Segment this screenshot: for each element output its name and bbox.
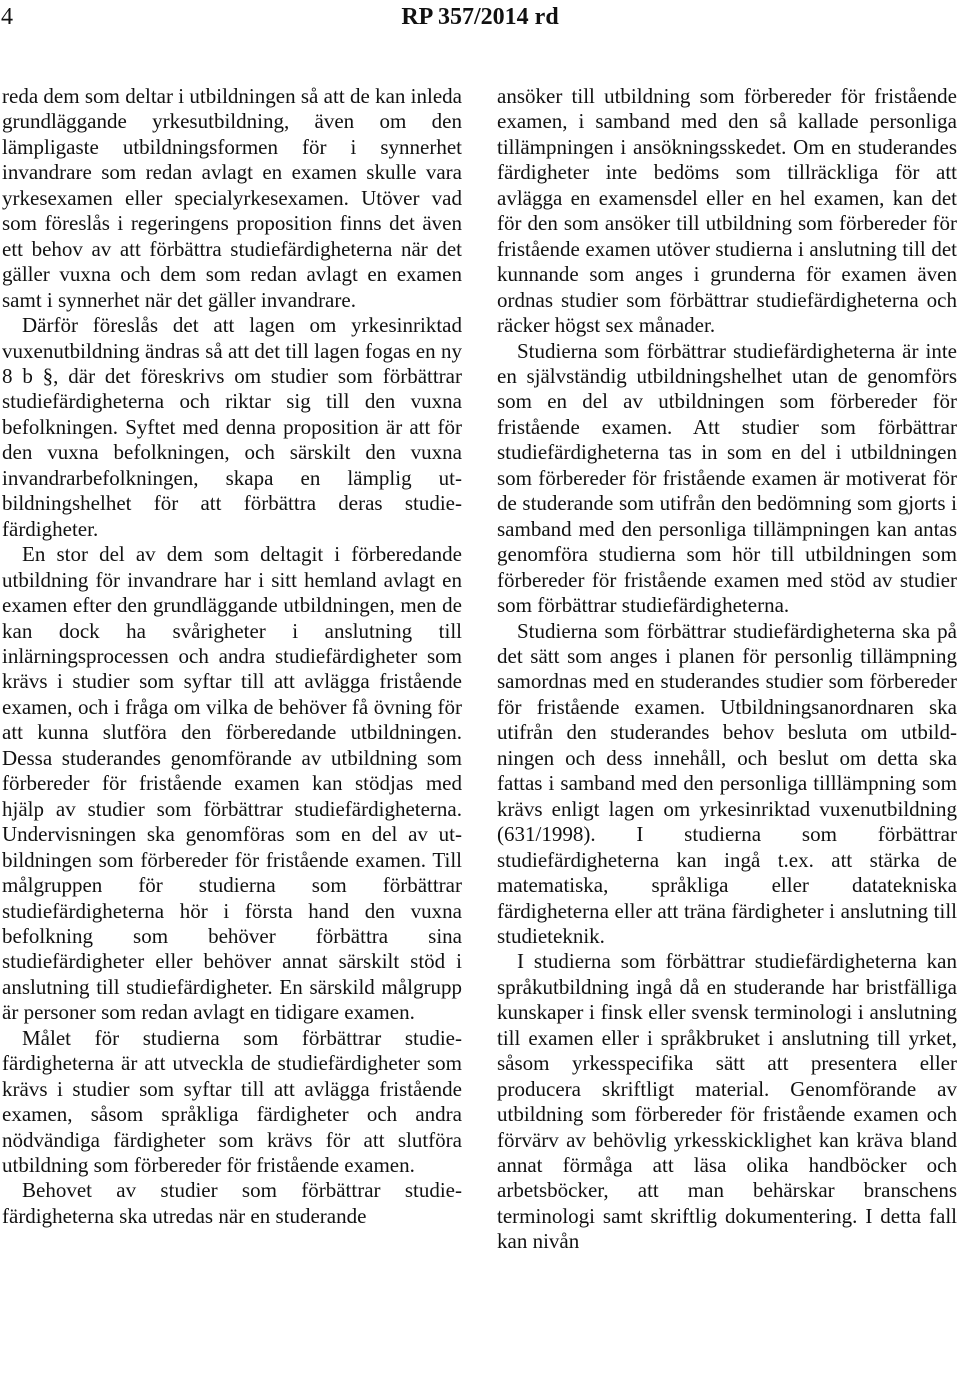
left-column (2, 84, 462, 1229)
paragraph: ansöker till utbildning som förbereder för fristående examen, i samband med den så kallade personliga tillämpningen i ansökningsskedet. Om en studerandes färdigheter inte bedöms som tillräckliga för att avlägga en examensdel eller en hel examen, kan det för den som ansöker till utbildning som förbereder för fristående examen utöver studierna i anslutning till det kunnande som anges i grunderna för examen även ordnas studier som förbättrar studiefärdigheterna och räcker högst sex månader. (497, 84, 957, 338)
right-column (497, 84, 957, 1255)
paragraph: reda dem som deltar i utbildningen så att de kan inleda grundläggande yrkesutbildning, även om den lämpligaste utbildningsformen för i synnerhet invandrare som redan avlagt en examen skulle vara yrkesexamen eller specialyrkesexamen. Utöver vad som föreslås i regeringens proposition finns det även ett behov av att förbättra studiefärdigheterna när det gäller vuxna och dem som redan avlagt en examen samt i synnerhet när det gäller invandrare. (2, 84, 462, 312)
paragraph: En stor del av dem som deltagit i förberedande utbildning för invandrare har i sitt hemland avlagt en examen efter den grundläggande utbildningen, men de kan dock ha svårigheter i anslutning till inlärningsprocessen och andra studiefärdigheter som krävs i studier som syftar till att avlägga fristående examen, och i fråga om vilka de behöver få övning för att kunna slutföra den förberedande utbildningen. Dessa studerandes genomförande av utbildning som förbereder för fristående examen kan stödjas med hjälp av studier som förbättrar studiefärdigheterna. Undervisningen ska genomföras som en del av utbildningen som förbereder för fristående examen. Till målgruppen för studierna som förbättrar studiefärdigheterna hör i första hand den vuxna befolkning som behöver förbättra sina studiefärdigheter eller behöver annat särskilt stöd i anslutning till studiefärdigheter. En särskild målgrupp är personer som redan avlagt en tidigare examen. (2, 542, 462, 1025)
paragraph: Studierna som förbättrar studiefärdigheterna ska på det sätt som anges i planen för personlig tillämpning samordnas med en studerandes studier som förbereder för fristående examen. Utbildningsanordnaren ska utifrån den studerandes behov besluta om utbildningen och dess innehåll, och beslut om detta ska fattas i samband med den personliga tilllämpning som krävs enligt lagen om yrkesinriktad vuxenutbildning (631/1998). I studierna som förbättrar studiefärdigheterna kan ingå t.ex. att stärka de matematiska, språkliga eller datatekniska färdigheterna eller att träna färdigheter i anslutning till studieteknik. (497, 618, 957, 948)
paragraph: I studierna som förbättrar studiefärdigheterna kan språkutbildning ingå då en studerande har bristfälliga kunskaper i finsk eller svensk terminologi i anslutning till examen eller i språkbruket i anslutning till yrket, såsom yrkesspecifika sätt att presentera eller producera skriftligt material. Genomförande av utbildning som förbereder för fristående examen och förvärv av behövlig yrkesskicklighet kan kräva bland annat förmåga att läsa olika handböcker och arbetsböcker, att man behärskar branschens terminologi samt skriftlig dokumentering. I detta fall kan nivån (497, 949, 957, 1254)
paragraph: Målet för studierna som förbättrar studiefärdigheterna är att utveckla de studiefärdigheter som krävs i studier som syftar till att avlägga fristående examen, såsom språkliga färdigheter och andra nödvändiga färdigheter som krävs för att slutföra utbildning som förbereder för fristående examen. (2, 1025, 462, 1178)
paragraph: Därför föreslås det att lagen om yrkesinriktad vuxenutbildning ändras så att det till lagen fogas en ny 8 b §, där det föreskrivs om studier som förbättrar studiefärdigheterna och riktar sig till den vuxna befolkningen. Syftet med denna proposition är att för den vuxna befolkningen, och särskilt den vuxna invandrarbefolkningen, skapa en lämplig utbildningshelhet för att förbättra deras studiefärdigheter. (2, 313, 462, 541)
document-identifier: RP 357/2014 rd (401, 4, 559, 30)
paragraph: Studierna som förbättrar studiefärdigheterna är inte en självständig utbildningshelhet utan de genomförs som en del av utbildningen som förbereder för fristående examen. Att studier som förbättrar studiefärdigheterna tas in som en del i utbildningen som förbereder för fristående examen är motiverat för de studerande som utifrån den bedömning som gjorts i samband med den personliga tillämpningen kan antas genomföra studierna som hör till utbildningen som förbereder för fristående examen med stöd av studier som förbättrar studiefärdigheterna. (497, 338, 957, 618)
page-header (0, 0, 960, 40)
paragraph: Behovet av studier som förbättrar studiefärdigheterna ska utredas när en studerande (2, 1178, 462, 1228)
page-number: 4 (1, 4, 13, 30)
